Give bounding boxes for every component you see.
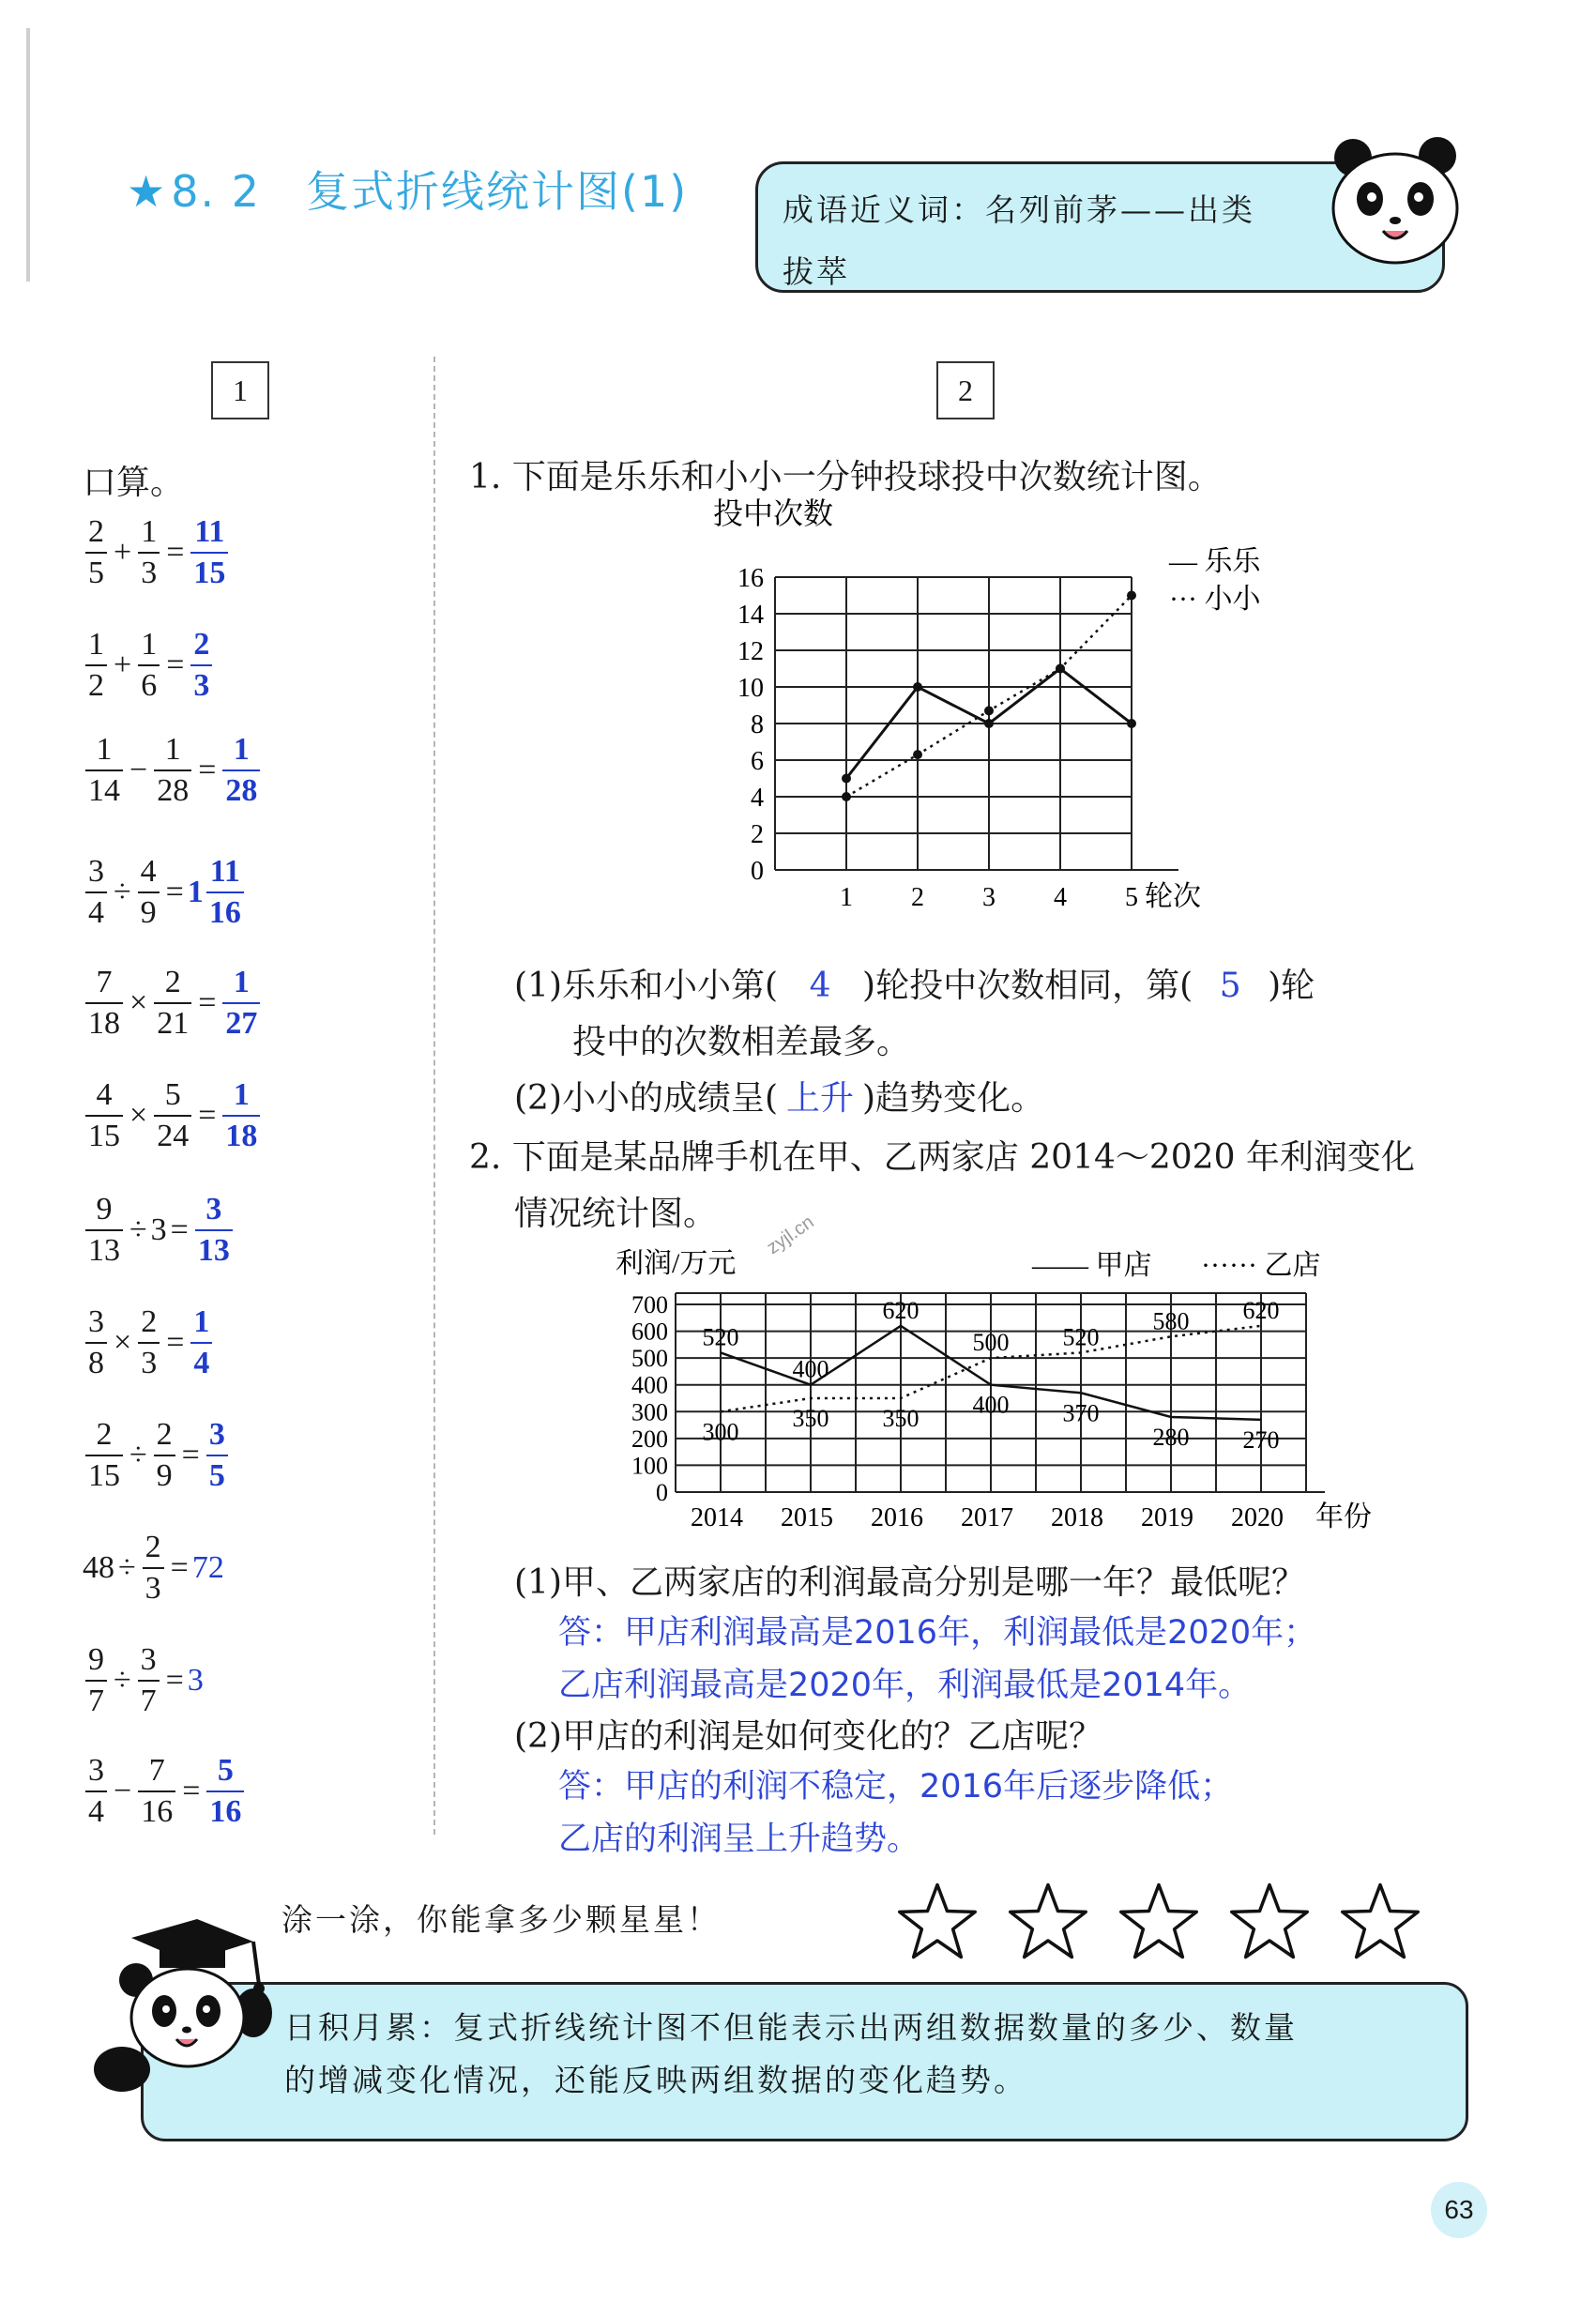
q1-sub2: (2)小小的成绩呈( 上升 )趋势变化。 bbox=[514, 1072, 1044, 1120]
tips-line1: 日积月累：复式折线统计图不但能表示出两组数据数量的多少、数量 bbox=[284, 2009, 1298, 2046]
y-tick-label: 2 bbox=[751, 820, 764, 849]
y-tick-label: 700 bbox=[631, 1291, 668, 1318]
equation-11: $\frac{9}{7}$ ÷ $\frac{3}{7}$ = 3 bbox=[83, 1644, 204, 1717]
x-axis-label: 轮次 bbox=[1145, 881, 1201, 912]
data-label: 370 bbox=[1062, 1399, 1100, 1427]
chart-profit bbox=[600, 1237, 1389, 1537]
data-point bbox=[842, 792, 851, 801]
data-label: 520 bbox=[1062, 1323, 1100, 1351]
data-point bbox=[1127, 591, 1136, 601]
y-tick-label: 12 bbox=[737, 637, 764, 666]
answer: $\frac{2}{3}$ bbox=[190, 629, 212, 702]
x-tick-label: 2015 bbox=[781, 1503, 833, 1532]
star-rating-icon[interactable] bbox=[1339, 1882, 1421, 1960]
data-label: 620 bbox=[1242, 1296, 1280, 1324]
star-outline bbox=[900, 1885, 976, 1958]
data-label: 400 bbox=[792, 1355, 829, 1383]
y-tick-label: 300 bbox=[631, 1398, 668, 1426]
q2-answer2-line1: 答：甲店的利润不稳定，2016年后逐步降低； bbox=[558, 1768, 1234, 1806]
answer: $\frac{1}{27}$ bbox=[222, 967, 260, 1040]
answer: 72 bbox=[191, 1550, 224, 1585]
equation-4: $\frac{3}{4}$ ÷ $\frac{4}{9}$ = 1 $\frac{11}{16}$ bbox=[83, 856, 247, 929]
star-rating-icon[interactable] bbox=[1228, 1882, 1311, 1960]
tips-banner bbox=[141, 1982, 1468, 2141]
y-tick-label: 10 bbox=[737, 674, 764, 703]
star-outline bbox=[1232, 1885, 1308, 1958]
data-label: 280 bbox=[1152, 1424, 1190, 1451]
star-outline bbox=[1011, 1885, 1087, 1958]
legend-entry: —— 甲店 bbox=[1032, 1250, 1152, 1281]
star-icon: ★ bbox=[127, 166, 168, 217]
tips-line2: 的增减变化情况，还能反映两组数据的变化趋势。 bbox=[284, 2062, 1027, 2098]
q1-prompt: 1. 下面是乐乐和小小一分钟投球投中次数统计图。 bbox=[469, 458, 1222, 496]
margin-rule bbox=[26, 28, 30, 282]
x-tick-label: 2020 bbox=[1231, 1503, 1284, 1532]
q2-answer2-line2: 乙店的利润呈上升趋势。 bbox=[558, 1821, 920, 1858]
answer: $\frac{1}{28}$ bbox=[222, 734, 260, 807]
q2-prompt-line1: 2. 下面是某品牌手机在甲、乙两家店 2014～2020 年利润变化 bbox=[469, 1138, 1415, 1177]
q2-prompt-line2: 情况统计图。 bbox=[514, 1195, 718, 1233]
data-label: 400 bbox=[972, 1391, 1010, 1419]
x-tick-label: 1 bbox=[840, 883, 853, 912]
x-tick-label: 2016 bbox=[871, 1503, 923, 1532]
x-tick-label: 2 bbox=[911, 883, 924, 912]
q1-answer-same-round: 4 bbox=[809, 967, 831, 1005]
chart-throws bbox=[694, 497, 1276, 920]
data-label: 520 bbox=[702, 1323, 739, 1351]
y-tick-label: 16 bbox=[737, 564, 764, 593]
data-label: 300 bbox=[702, 1418, 739, 1446]
equation-8: $\frac{3}{8}$ × $\frac{2}{3}$ = $\frac{1}{4}$ bbox=[83, 1306, 215, 1379]
equation-2: $\frac{1}{2}$ + $\frac{1}{6}$ = $\frac{2}{3}$ bbox=[83, 629, 215, 702]
answer: 3 bbox=[187, 1663, 204, 1698]
answer: $\frac{5}{16}$ bbox=[206, 1755, 244, 1828]
page-number: 63 bbox=[1431, 2182, 1487, 2238]
y-tick-label: 6 bbox=[751, 747, 764, 776]
panda-face-icon bbox=[1325, 131, 1466, 267]
answer: $\frac{3}{13}$ bbox=[195, 1194, 233, 1267]
star-rating-icon[interactable] bbox=[1007, 1882, 1089, 1960]
answer: $\frac{11}{15}$ bbox=[190, 516, 228, 589]
data-label: 350 bbox=[882, 1405, 920, 1432]
data-point bbox=[1056, 664, 1065, 674]
y-tick-label: 600 bbox=[631, 1318, 668, 1346]
y-tick-label: 0 bbox=[751, 857, 764, 886]
equation-6: $\frac{4}{15}$ × $\frac{5}{24}$ = $\frac{1}{18}$ bbox=[83, 1079, 263, 1152]
y-tick-label: 14 bbox=[737, 601, 764, 630]
y-tick-label: 8 bbox=[751, 710, 764, 739]
data-point bbox=[913, 750, 922, 759]
equation-3: $\frac{1}{14}$ − $\frac{1}{28}$ = $\frac{1}{28}$ bbox=[83, 734, 263, 807]
equation-12: $\frac{3}{4}$ − $\frac{7}{16}$ = $\frac{5}{16}$ bbox=[83, 1755, 247, 1828]
y-tick-label: 400 bbox=[631, 1371, 668, 1399]
equation-7: $\frac{9}{13}$ ÷ 3 = $\frac{3}{13}$ bbox=[83, 1194, 236, 1267]
y-tick-label: 500 bbox=[631, 1345, 668, 1373]
data-point bbox=[984, 706, 994, 715]
data-label: 270 bbox=[1242, 1425, 1280, 1454]
x-tick-label: 2017 bbox=[961, 1503, 1013, 1532]
data-point bbox=[984, 719, 994, 728]
q2-answer1-line1: 答：甲店利润最高是2016年，利润最低是2020年； bbox=[558, 1614, 1317, 1652]
x-tick-label: 5 bbox=[1125, 883, 1138, 912]
idiom-line1: 成语近义词：名列前茅——出类 bbox=[783, 191, 1255, 228]
legend-entry: ······ 乙店 bbox=[1201, 1250, 1321, 1281]
x-axis-label: 年份 bbox=[1315, 1501, 1372, 1532]
x-tick-label: 3 bbox=[982, 883, 996, 912]
star-outline bbox=[1343, 1885, 1419, 1958]
q2-sub1: (1)甲、乙两家店的利润最高分别是哪一年？最低呢？ bbox=[514, 1563, 1305, 1602]
answer: $\frac{1}{18}$ bbox=[222, 1079, 260, 1152]
answer: $\frac{11}{16}$ bbox=[206, 856, 244, 929]
star-rating-icon[interactable] bbox=[896, 1882, 979, 1960]
data-point bbox=[842, 774, 851, 784]
y-tick-label: 4 bbox=[751, 784, 764, 813]
x-tick-label: 2014 bbox=[691, 1503, 743, 1532]
legend-entry: ··· 小小 bbox=[1169, 584, 1261, 615]
section-2-box: 2 bbox=[936, 361, 995, 419]
equation-10: 48 ÷ $\frac{2}{3}$ = 72 bbox=[83, 1530, 224, 1606]
stars-prompt: 涂一涂，你能拿多少颗星星！ bbox=[281, 1901, 721, 1938]
idiom-line2: 拔萃 bbox=[783, 253, 850, 290]
data-point bbox=[913, 682, 922, 692]
data-point bbox=[1127, 719, 1136, 728]
graduate-panda-icon bbox=[94, 1910, 281, 2097]
y-tick-label: 200 bbox=[631, 1425, 668, 1453]
x-tick-label: 4 bbox=[1054, 883, 1067, 912]
answer: $\frac{1}{4}$ bbox=[190, 1306, 212, 1379]
rating-stars bbox=[896, 1882, 1421, 1960]
y-axis-label: 利润/万元 bbox=[616, 1248, 737, 1279]
equation-9: $\frac{2}{15}$ ÷ $\frac{2}{9}$ = $\frac{3}{5}$ bbox=[83, 1419, 231, 1492]
lesson-title: ★8. 2 复式折线统计图(1) bbox=[127, 166, 689, 217]
equation-1: $\frac{2}{5}$ + $\frac{1}{3}$ = $\frac{11}{15}$ bbox=[83, 516, 231, 589]
q1-answer-max-diff-round: 5 bbox=[1219, 967, 1241, 1005]
x-tick-label: 2019 bbox=[1141, 1503, 1193, 1532]
section-1-box: 1 bbox=[211, 361, 269, 419]
q1-sub1: (1)乐乐和小小第( 4 )轮投中次数相同，第( 5 )轮 bbox=[514, 967, 1315, 1005]
data-label: 580 bbox=[1152, 1307, 1190, 1335]
column-divider bbox=[433, 357, 435, 1835]
equation-5: $\frac{7}{18}$ × $\frac{2}{21}$ = $\frac{1}{27}$ bbox=[83, 967, 263, 1040]
star-outline bbox=[1121, 1885, 1197, 1958]
x-tick-label: 2018 bbox=[1051, 1503, 1103, 1532]
data-label: 500 bbox=[972, 1329, 1010, 1357]
data-label: 620 bbox=[882, 1296, 920, 1324]
q1-answer-trend: 上升 bbox=[786, 1079, 855, 1118]
y-tick-label: 0 bbox=[656, 1479, 668, 1506]
answer: $\frac{3}{5}$ bbox=[206, 1419, 228, 1492]
oral-calc-heading: 口算。 bbox=[83, 464, 185, 502]
star-rating-icon[interactable] bbox=[1117, 1882, 1200, 1960]
legend-entry: — 乐乐 bbox=[1169, 546, 1261, 577]
q2-sub2: (2)甲店的利润是如何变化的？乙店呢？ bbox=[514, 1717, 1102, 1756]
y-axis-label: 投中次数 bbox=[713, 497, 834, 530]
q2-answer1-line2: 乙店利润最高是2020年，利润最低是2014年。 bbox=[558, 1667, 1252, 1704]
q1-sub1-line2: 投中的次数相差最多。 bbox=[572, 1023, 911, 1061]
y-tick-label: 100 bbox=[631, 1452, 668, 1480]
data-label: 350 bbox=[792, 1405, 829, 1432]
watermark: zyjl.cn bbox=[763, 1211, 818, 1259]
